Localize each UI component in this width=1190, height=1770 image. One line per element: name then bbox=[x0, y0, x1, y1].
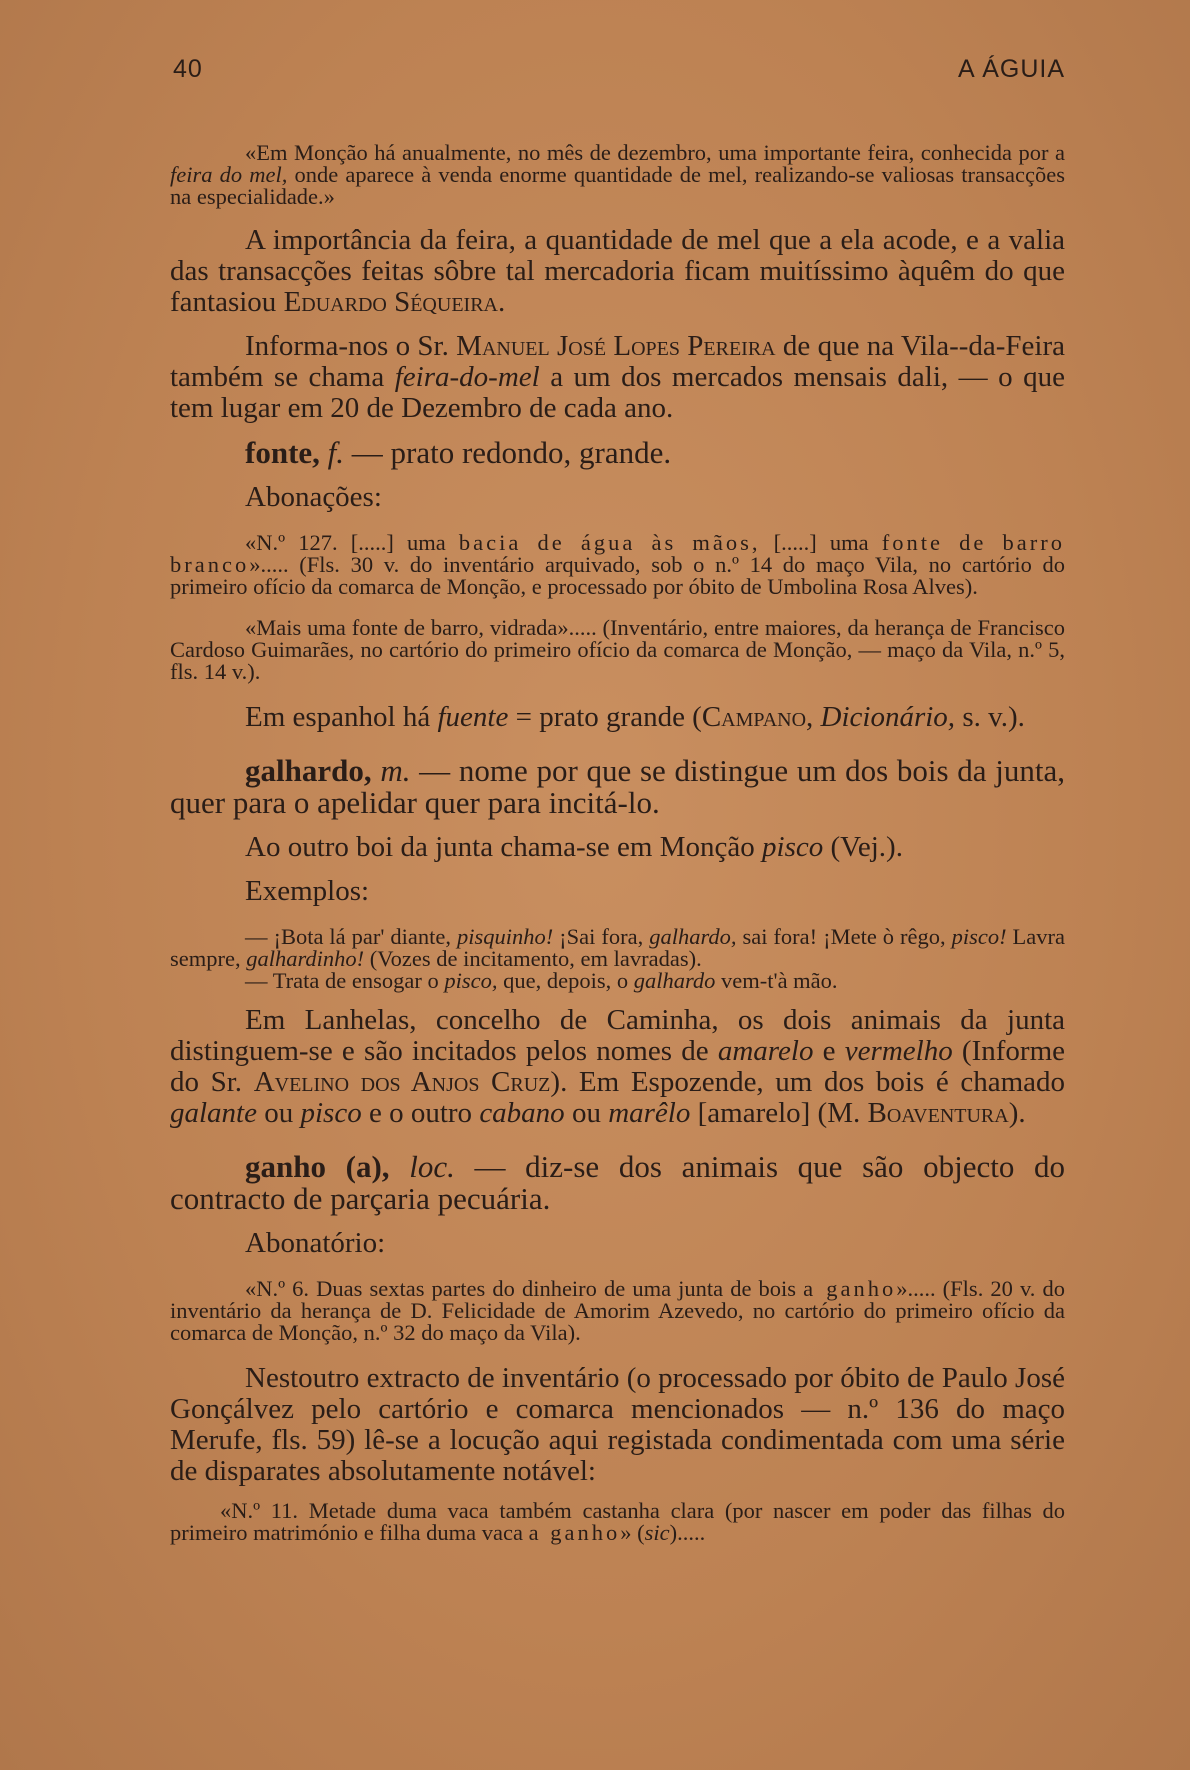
paragraph: Em Lanhelas, concelho de Caminha, os dois animais da junta distinguem-se e são incitados pelos nomes de amarelo e vermelho (Informe do Sr. Avelino dos Anjos Cruz). Em Espozende, um dos bois é chamado galante ou pisco e o outro cabano ou marêlo [amarelo] (M. Boaventura). bbox=[170, 1004, 1066, 1129]
quote-paragraph: «Em Monção há anualmente, no mês de dezembro, uma importante feira, conhecida por a feira do mel, onde aparece à venda enorme quantidade de mel, realizando-se valiosas transacções na especialidade.» bbox=[170, 140, 1065, 209]
entry-fonte: fonte, f. — prato redondo, grande. bbox=[245, 435, 672, 470]
citation-paragraph: «Mais uma fonte de barro, vidrada»..... (Inventário, entre maiores, da herança de Francisco Cardoso Guimarães, no cartório do primeiro ofício da comarca de Monção, — maço da Vila, n.º 5, fls. 14 v.). bbox=[170, 615, 1065, 684]
example-line: — ¡Bota lá par' diante, pisquinho! ¡Sai fora, galhardo, sai fora! ¡Mete ò rêgo, pisco! Lavra sempre, galhardinho! (Vozes de incitamento, em lavradas). bbox=[170, 924, 1066, 971]
paragraph: Em espanhol há fuente = prato grande (Campano, Dicionário, s. v.). bbox=[245, 701, 1025, 733]
paragraph: Ao outro boi da junta chama-se em Monção pisco (Vej.). bbox=[245, 831, 903, 863]
page-body bbox=[170, 142, 1065, 1544]
citation-paragraph: «N.º 127. [.....] uma bacia de água às mãos, [.....] uma fonte de barro branco»..... (Fls. 30 v. do inventário arquivado, sob o n.º 14 do maço Vila, no cartório do primeiro ofício da comarca de Monção, e processado por óbito de Umbolina Rosa Alves). bbox=[170, 530, 1065, 599]
abonacoes-label: Abonações: bbox=[245, 481, 382, 513]
entry-ganho: ganho (a), loc. — diz-se dos animais que são objecto do contracto de parçaria pecuária. bbox=[170, 1149, 1065, 1216]
entry-galhardo: galhardo, m. — nome por que se distingue um dos bois da junta, quer para o apelidar quer para incitá-lo. bbox=[170, 753, 1066, 820]
example-line: — Trata de ensogar o pisco, que, depois, o galhardo vem-t'à mão. bbox=[245, 968, 838, 993]
exemplos-label: Exemplos: bbox=[245, 875, 370, 907]
citation-paragraph: «N.º 11. Metade duma vaca também castanha clara (por nascer em poder das filhas do primeiro matrimónio e filha duma vaca a ganho» (sic)..... bbox=[170, 1498, 1065, 1545]
abonatorio-label: Abonatório: bbox=[245, 1227, 386, 1259]
paragraph: A importância da feira, a quantidade de mel que a ela acode, e a valia das transacções feitas sôbre tal mercadoria ficam muitíssimo àquêm do que fantasiou Eduardo Séqueira. bbox=[170, 224, 1065, 318]
journal-title: A ÁGUIA bbox=[957, 55, 1065, 83]
paragraph: Nestoutro extracto de inventário (o processado por óbito de Paulo José Gonçálvez pelo cartório e comarca mencionados — n.º 136 do maço Merufe, fls. 59) lê-se a locução aqui registada condimentada com uma série de disparates absolutamente notável: bbox=[170, 1362, 1065, 1487]
paragraph: Informa-nos o Sr. Manuel José Lopes Pereira de que na Vila--da-Feira também se chama feira-do-mel a um dos mercados mensais dali, — o que tem lugar em 20 de Dezembro de cada ano. bbox=[170, 330, 1065, 424]
citation-paragraph: «N.º 6. Duas sextas partes do dinheiro de uma junta de bois a ganho»..... (Fls. 20 v. do inventário da herança de D. Felicidade de Amorim Azevedo, no cartório do primeiro ofício da comarca de Monção, n.º 32 do maço da Vila). bbox=[170, 1276, 1065, 1345]
page-number: 40 bbox=[173, 55, 203, 83]
running-header bbox=[173, 55, 1065, 84]
book-page bbox=[170, 55, 1065, 1544]
